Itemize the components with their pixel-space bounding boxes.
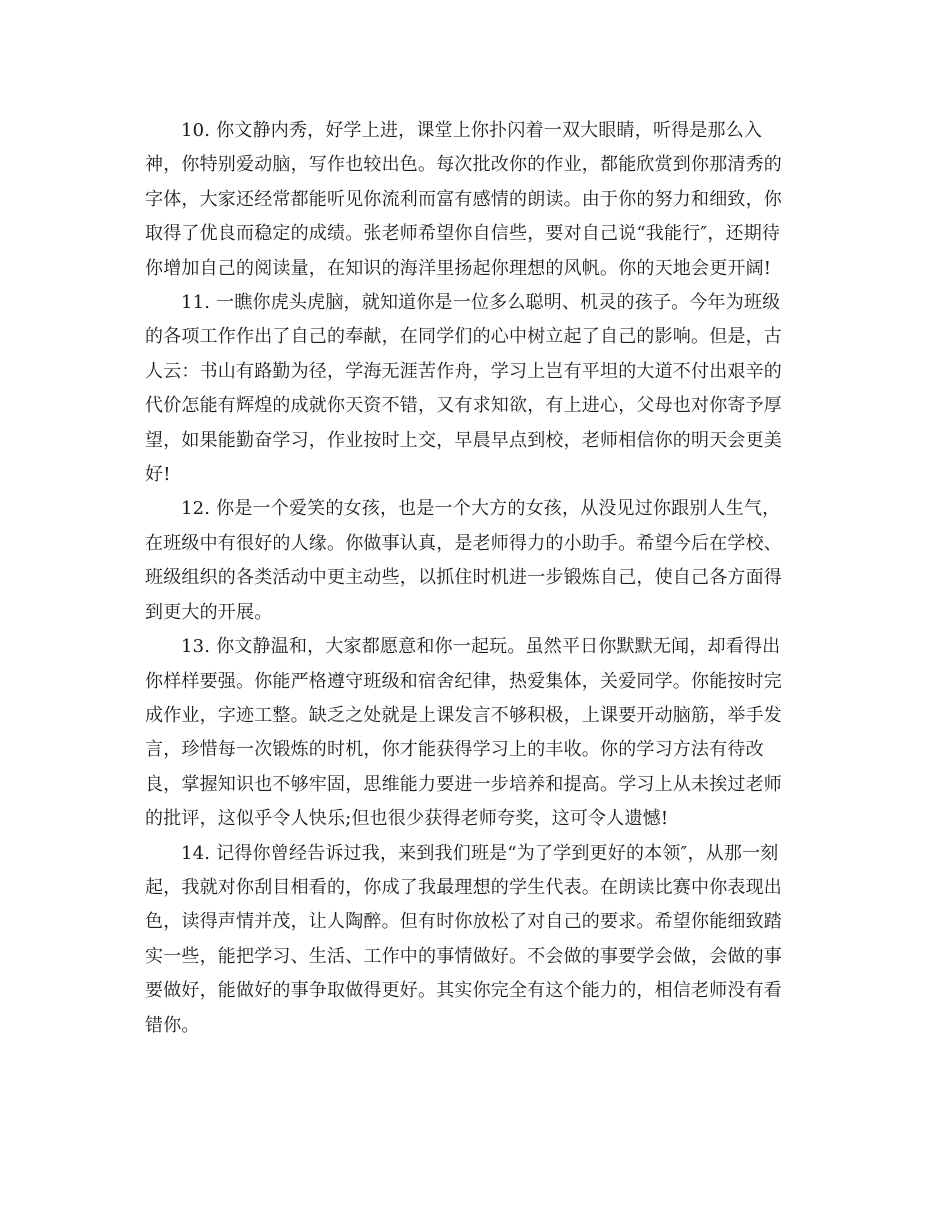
paragraph-line: 取得了优良而稳定的成绩。张老师希望你自信些，要对自己说“我能行″，还期待 [145,223,781,245]
paragraph-line: 12. 你是一个爱笑的女孩，也是一个大方的女孩，从没见过你跟别人生气， [181,498,781,520]
paragraph-line: 到更大的开展。 [145,601,273,623]
paragraph-line: 13. 你文静温和，大家都愿意和你一起玩。虽然平日你默默无闻，却看得出 [181,636,781,658]
paragraph-10 [145,114,809,286]
paragraph-line: 11. 一瞧你虎头虎脑，就知道你是一位多么聪明、机灵的孩子。今年为班级 [181,292,781,314]
paragraph-line: 成作业，字迹工整。缺乏之处就是上课发言不够积极，上课要开动脑筋，举手发 [145,704,782,726]
paragraph-line: 人云：书山有路勤为径，学海无涯苦作舟，学习上岂有平坦的大道不付出艰辛的 [145,360,782,382]
paragraph-13 [145,630,809,836]
paragraph-line: 在班级中有很好的人缘。你做事认真，是老师得力的小助手。希望今后在学校、 [145,532,782,554]
paragraph-line: 起，我就对你刮目相看的，你成了我最理想的学生代表。在朗读比赛中你表现出 [145,876,782,898]
paragraph-line: 10. 你文静内秀，好学上进，课堂上你扑闪着一双大眼睛，听得是那么入 [181,120,763,141]
paragraph-line: 的批评，这似乎令人快乐;但也很少获得老师夸奖，这可令人遗憾! [145,808,669,830]
document-body [145,114,809,1043]
paragraph-line: 望，如果能勤奋学习，作业按时上交，早晨早点到校，老师相信你的明天会更美 [145,429,782,451]
paragraph-line: 色，读得声情并茂，让人陶醉。但有时你放松了对自己的要求。希望你能细致踏 [145,911,782,933]
paragraph-line: 要做好，能做好的事争取做得更好。其实你完全有这个能力的，相信老师没有看 [145,980,782,1002]
paragraph-14 [145,837,809,1043]
paragraph-12 [145,492,809,630]
paragraph-line: 班级组织的各类活动中更主动些，以抓住时机进一步锻炼自己，使自己各方面得 [145,567,782,589]
paragraph-line: 你样样要强。你能严格遵守班级和宿舍纪律，热爱集体，关爱同学。你能按时完 [145,670,782,692]
paragraph-line: 你增加自己的阅读量，在知识的海洋里扬起你理想的风帆。你的天地会更开阔! [145,257,772,279]
paragraph-11 [145,286,809,492]
paragraph-line: 言，珍惜每一次锻炼的时机，你才能获得学习上的丰收。你的学习方法有待改 [145,739,764,761]
paragraph-line: 神，你特别爱动脑，写作也较出色。每次批改你的作业，都能欣赏到你那清秀的 [145,154,782,176]
paragraph-line: 14. 记得你曾经告诉过我，来到我们班是“为了学到更好的本领″，从那一刻 [181,842,779,864]
paragraph-line: 代价怎能有辉煌的成就你天资不错，又有求知欲，有上进心，父母也对你寄予厚 [145,395,782,417]
paragraph-line: 的各项工作作出了自己的奉献，在同学们的心中树立起了自己的影响。但是，古 [145,326,782,348]
paragraph-line: 良，掌握知识也不够牢固，思维能力要进一步培养和提高。学习上从未挨过老师 [145,773,782,795]
paragraph-line: 字体，大家还经常都能听见你流利而富有感情的朗读。由于你的努力和细致，你 [145,188,782,210]
paragraph-line: 实一些，能把学习、生活、工作中的事情做好。不会做的事要学会做，会做的事 [145,945,782,967]
paragraph-line: 错你。 [145,1014,200,1036]
paragraph-line: 好! [145,464,171,486]
